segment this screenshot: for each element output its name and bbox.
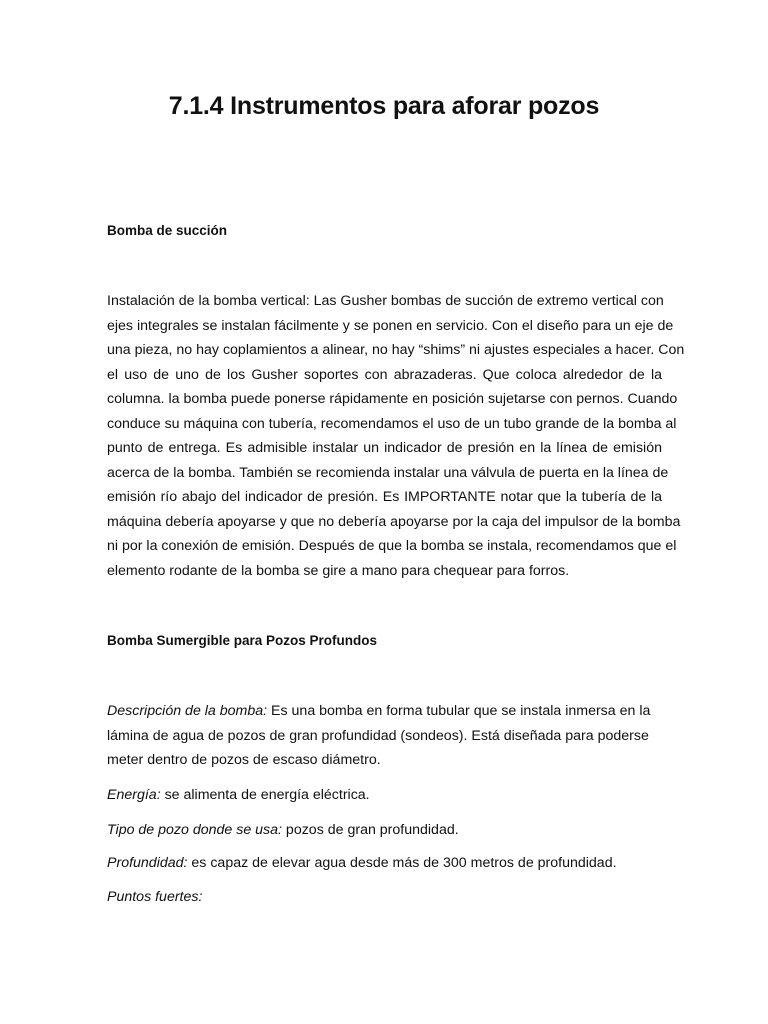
paragraph-line: emisión río abajo del indicador de presión. Es IMPORTANTE notar que la tubería de la [107, 489, 662, 505]
descripcion-label: Descripción de la bomba: [107, 703, 268, 719]
energia-label: Energía: [107, 787, 161, 803]
paragraph-line: el uso de uno de los Gusher soportes con abrazaderas. Que coloca alrededor de la [107, 366, 662, 383]
paragraph-line: elemento rodante de la bomba se gire a mano para chequear para forros. [107, 562, 570, 579]
paragraph-line: ni por la conexión de emisión. Después de que la bomba se instala, recomendamos que el [107, 538, 677, 554]
paragraph-line: acerca de la bomba. También se recomienda instalar una válvula de puerta en la línea de [107, 464, 669, 481]
profundidad-text: es capaz de elevar agua desde más de 300 metros de profundidad. [187, 855, 617, 871]
paragraph-line: meter dentro de pozos de escaso diámetro. [107, 752, 381, 768]
tipo-pozo-text: pozos de gran profundidad. [281, 822, 459, 838]
paragraph-line: máquina debería apoyarse y que no debería apoyarse por la caja del impulsor de la bomba [107, 513, 681, 530]
energia-text: se alimenta de energía eléctrica. [160, 787, 370, 803]
paragraph-line: Instalación de la bomba vertical: Las Gusher bombas de succión de extremo vertical con [107, 293, 664, 309]
paragraph-instalacion [107, 289, 685, 583]
profundidad-label: Profundidad: [107, 855, 188, 871]
tipo-pozo-label: Tipo de pozo donde se usa: [107, 822, 282, 838]
descripcion-text: Es una bomba en forma tubular que se instala inmersa en la [267, 703, 651, 719]
paragraph-line: una pieza, no hay coplamientos a alinear, no hay “shims” ni ajustes especiales a hacer. Con [107, 342, 685, 358]
paragraph-profundidad [107, 853, 617, 873]
paragraph-line [107, 699, 662, 724]
paragraph-line: ejes integrales se instalan fácilmente y se ponen en servicio. Con el diseño para un eje de [107, 317, 674, 334]
section-heading-bomba-sumergible: Bomba Sumergible para Pozos Profundos [107, 633, 378, 648]
paragraph-line: lámina de agua de pozos de gran profundidad (sondeos). Está diseñada para poderse [107, 727, 649, 744]
paragraph-descripcion [107, 699, 662, 773]
paragraph-line: punto de entrega. Es admisible instalar un indicador de presión en la línea de emisión [107, 440, 662, 456]
puntos-fuertes-label: Puntos fuertes: [107, 889, 203, 905]
paragraph-line: columna. la bomba puede ponerse rápidamente en posición sujetarse con pernos. Cuando [107, 391, 678, 407]
section-heading-bomba-succion: Bomba de succión [107, 223, 228, 238]
paragraph-line: conduce su máquina con tubería, recomendamos el uso de un tubo grande de la bomba al [107, 415, 677, 432]
paragraph-energia [107, 785, 370, 805]
document-title: 7.1.4 Instrumentos para aforar pozos [168, 92, 600, 120]
paragraph-puntos-fuertes [107, 887, 202, 907]
paragraph-tipo-pozo [107, 820, 459, 840]
